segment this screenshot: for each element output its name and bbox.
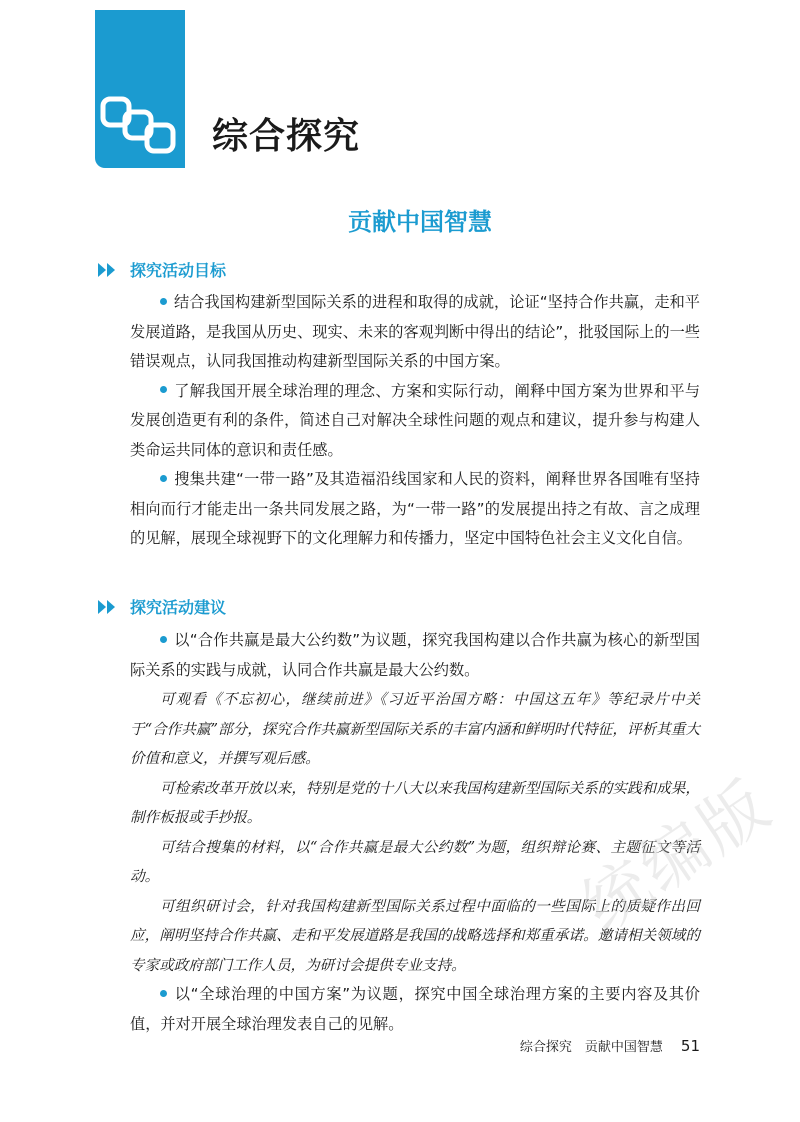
linked-squares-icon [95, 92, 185, 162]
double-arrow-icon [98, 600, 116, 614]
topic-text: 以“合作共赢是最大公约数”为议题，探究我国构建以合作共赢为核心的新型国际关系的实践与成就，认同合作共赢是最大公约数。 [130, 631, 700, 679]
goal-text: 搜集共建“一带一路”及其造福沿线国家和人民的资料，阐释世界各国唯有坚持相向而行才能走出一条共同发展之路，为“一带一路”的发展提出持之有故、言之成理的见解，展现全球视野下的文化理解力和传播力，坚定中国特色社会主义文化自信。 [130, 470, 700, 547]
bullet-dot-icon [160, 990, 167, 997]
page-number: 51 [680, 1037, 700, 1055]
suggestion-detail: 可组织研讨会，针对我国构建新型国际关系过程中面临的一些国际上的质疑作出回应，阐明坚持合作共赢、走和平发展道路是我国的战略选择和郑重承诺。邀请相关领域的专家或政府部门工作人员，为研讨会提供专业支持。 [130, 897, 700, 974]
goals-heading [98, 259, 226, 283]
topic-item [130, 626, 700, 685]
watermark: 统编版 [568, 765, 786, 947]
bullet-dot-icon [160, 475, 167, 482]
suggestion-detail: 可观看《不忘初心，继续前进》《习近平治国方略：中国这五年》等纪录片中关于“合作共赢”部分，探究合作共赢新型国际关系的丰富内涵和鲜明时代特征，评析其重大价值和意义，并撰写观后感。 [130, 691, 700, 767]
suggestions-list [130, 626, 700, 1039]
goals-list [130, 288, 700, 554]
chapter-title: 综合探究 [212, 116, 361, 157]
running-title: 综合探究 贡献中国智慧 [519, 1040, 663, 1055]
goals-heading-label: 探究活动目标 [130, 261, 227, 280]
goal-item [130, 377, 700, 466]
page-footer [520, 1036, 700, 1058]
bullet-dot-icon [160, 386, 167, 393]
goal-item [130, 288, 700, 377]
goal-item [130, 465, 700, 554]
bullet-dot-icon [160, 298, 167, 305]
bullet-dot-icon [160, 636, 167, 643]
suggestions-heading [98, 596, 226, 620]
goal-text: 结合我国构建新型国际关系的进程和取得的成就，论证“坚持合作共赢，走和平发展道路，是我国从历史、现实、未来的客观判断中得出的结论”，批驳国际上的一些错误观点，认同我国推动构建新型国际关系的中国方案。 [130, 293, 700, 370]
topic-item [130, 980, 700, 1039]
double-arrow-icon [98, 263, 116, 277]
goal-text: 了解我国开展全球治理的理念、方案和实际行动，阐释中国方案为世界和平与发展创造更有利的条件，简述自己对解决全球性问题的观点和建议，提升参与构建人类命运共同体的意识和责任感。 [130, 381, 700, 459]
suggestions-heading-label: 探究活动建议 [130, 598, 227, 617]
section-title: 贡献中国智慧 [348, 207, 492, 236]
suggestion-detail: 可检索改革开放以来，特别是党的十八大以来我国构建新型国际关系的实践和成果，制作板报或手抄报。 [130, 779, 700, 826]
suggestion-detail: 可结合搜集的材料，以“合作共赢是最大公约数”为题，组织辩论赛、主题征文等活动。 [130, 838, 700, 885]
topic-text: 以“全球治理的中国方案”为议题，探究中国全球治理方案的主要内容及其价值，并对开展全球治理发表自己的见解。 [130, 985, 700, 1033]
